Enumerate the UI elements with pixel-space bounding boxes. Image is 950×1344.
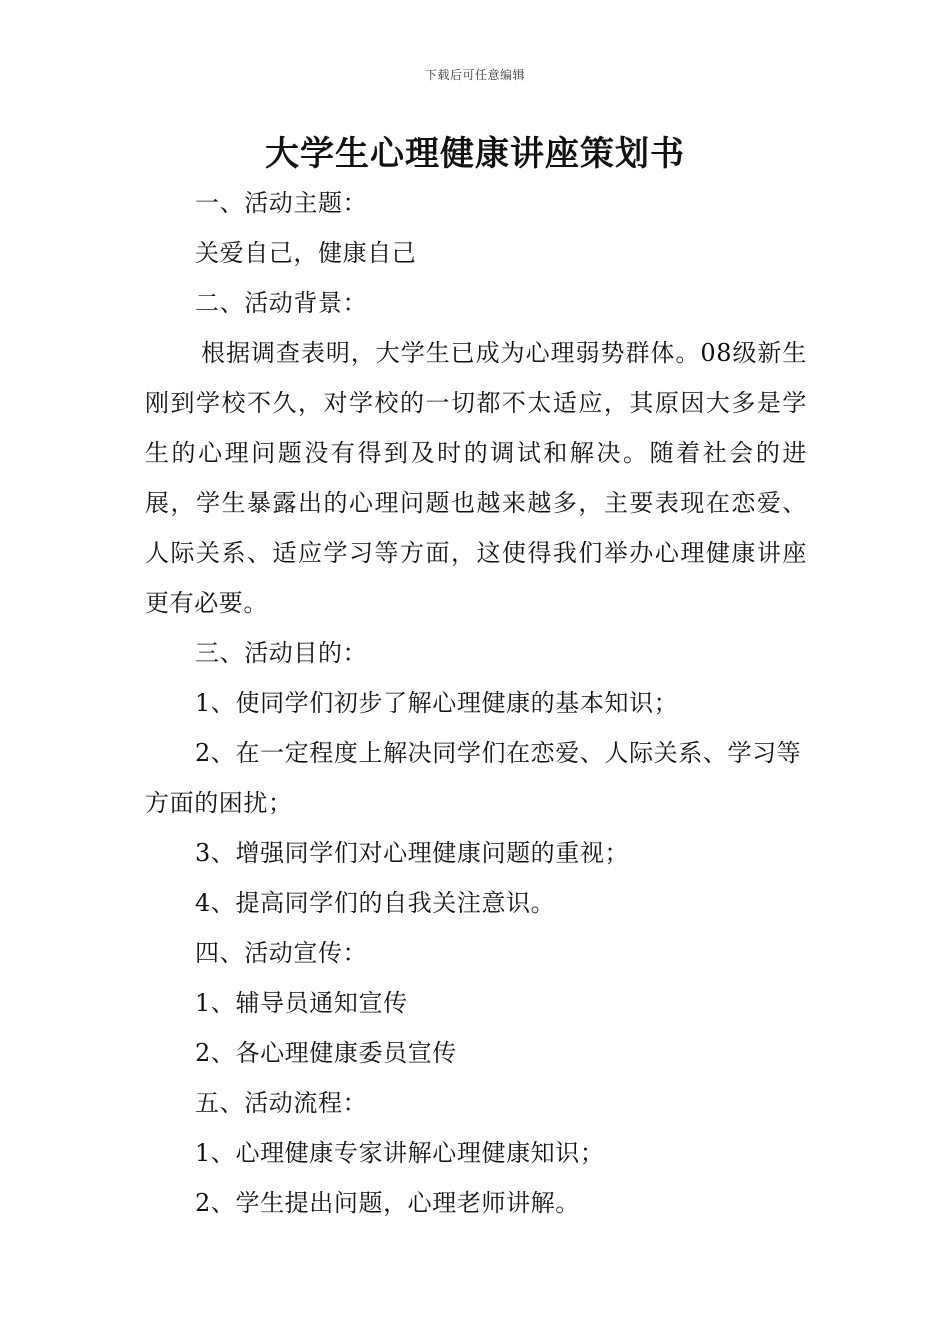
promotion-item: 1、辅导员通知宣传 [195,989,408,1017]
purpose-item: 3、增强同学们对心理健康问题的重视； [195,839,630,867]
promotion-item: 2、各心理健康委员宣传 [195,1039,457,1067]
section-heading-promotion: 四、活动宣传： [195,939,368,967]
section-heading-background: 二、活动背景： [195,289,368,317]
purpose-item: 4、提高同学们的自我关注意识。 [195,889,556,917]
section-heading-theme: 一、活动主题： [195,189,368,217]
theme-text: 关爱自己，健康自己 [195,239,417,267]
page-header-note: 下载后可任意编辑 [424,68,525,82]
purpose-item: 1、使同学们初步了解心理健康的基本知识； [195,689,679,717]
section-heading-purpose: 三、活动目的： [195,639,368,667]
purpose-item: 2、在一定程度上解决同学们在恋爱、人际关系、学习等方面的困扰； [145,739,802,817]
background-paragraph: 根据调查表明，大学生已成为心理弱势群体。08级新生刚到学校不久，对学校的一切都不太适应，其原因大多是学生的心理问题没有得到及时的调试和解决。随着社会的进展，学生暴露出的心理问题也越来越多，主要表现在恋爱、人际关系、适应学习等方面，这使得我们举办心理健康讲座更有必要。 [145,339,807,617]
section-heading-process: 五、活动流程： [195,1089,368,1117]
process-item: 1、心理健康专家讲解心理健康知识； [195,1139,605,1167]
document-body [145,178,807,1228]
document-title: 大学生心理健康讲座策划书 [265,134,685,174]
process-item: 2、学生提出问题，心理老师讲解。 [195,1189,580,1217]
